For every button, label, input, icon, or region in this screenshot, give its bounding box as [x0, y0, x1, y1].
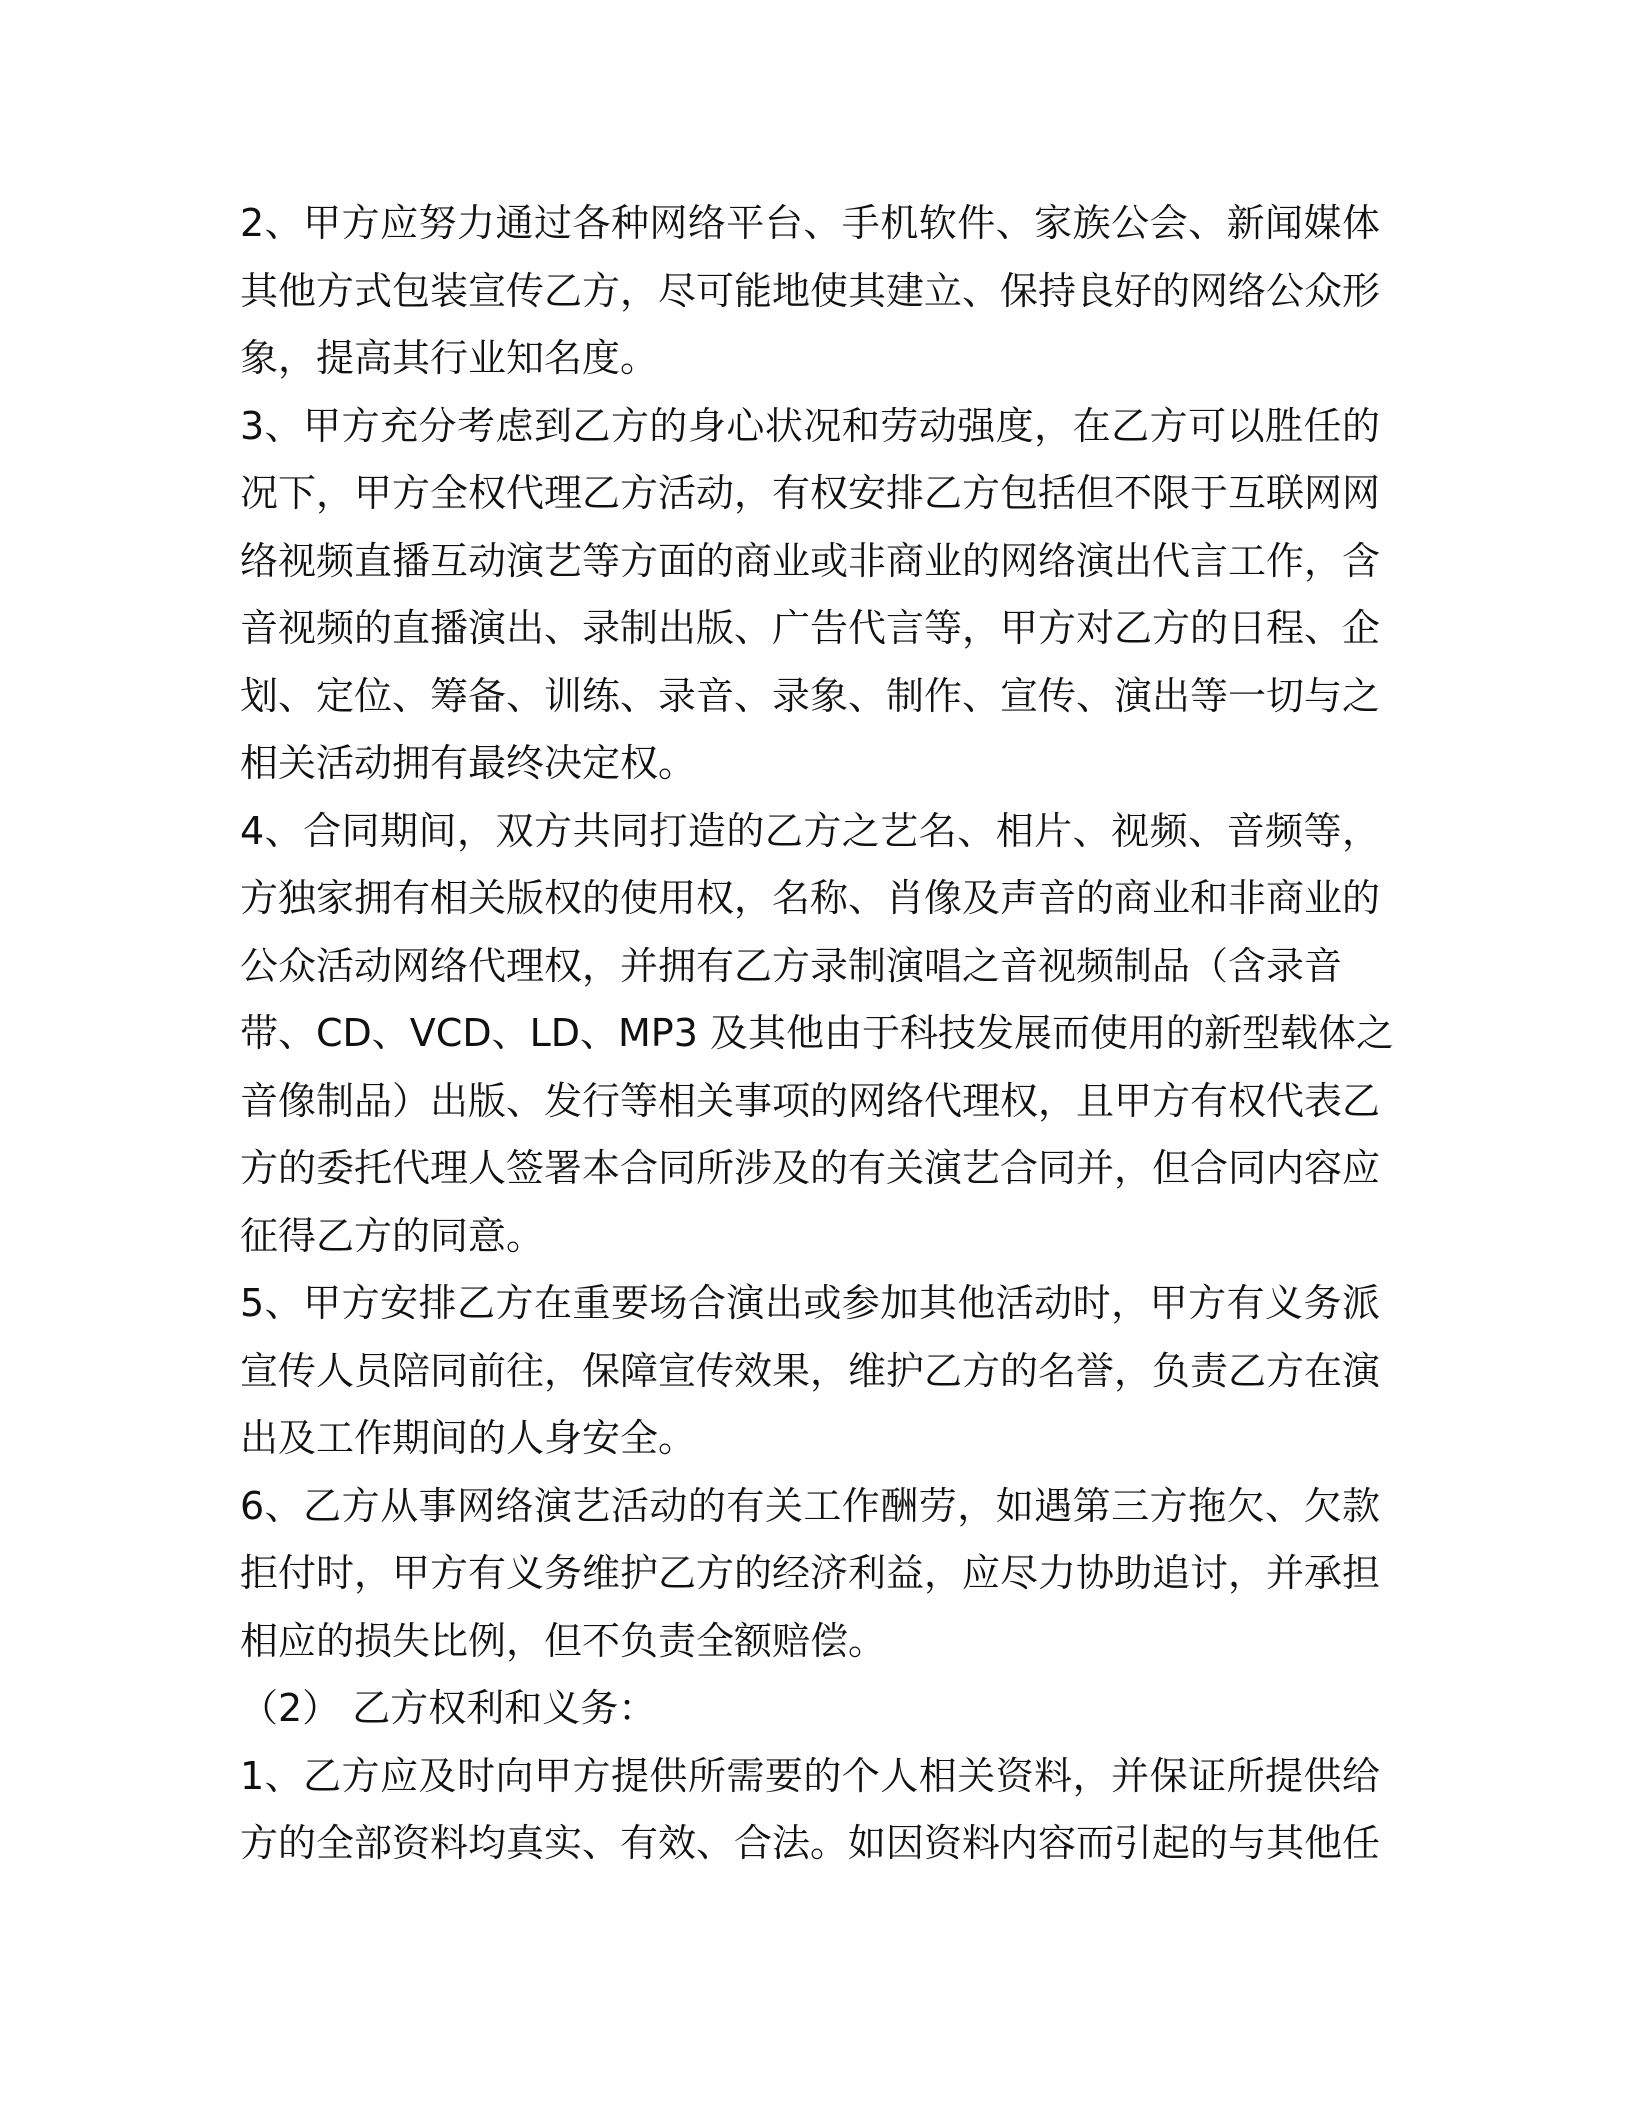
- paragraph-line: 方独家拥有相关版权的使用权，名称、肖像及声音的商业和非商业的: [240, 876, 1380, 920]
- paragraph-line: 音像制品）出版、发行等相关事项的网络代理权，且甲方有权代表乙: [240, 1078, 1380, 1123]
- paragraph-line: 划、定位、筹备、训练、录音、录象、制作、宣传、演出等一切与之: [240, 673, 1380, 718]
- paragraph-item-3: [240, 393, 1380, 798]
- paragraph-line: 1、乙方应及时向甲方提供所需要的个人相关资料，并保证所提供给: [240, 1753, 1380, 1798]
- paragraph-line: 象，提高其行业知名度。: [240, 336, 659, 380]
- paragraph-item-5: [240, 1270, 1380, 1473]
- paragraph-line: 4、合同期间，双方共同打造的乙方之艺名、相片、视频、音频等，: [240, 808, 1380, 853]
- paragraph-item-2: [240, 190, 1380, 393]
- paragraph-line: 出及工作期间的人身安全。: [240, 1416, 697, 1460]
- paragraph-line: 音视频的直播演出、录制出版、广告代言等，甲方对乙方的日程、企: [240, 606, 1380, 650]
- document-page: [240, 190, 1394, 1878]
- paragraph-line: 3、甲方充分考虑到乙方的身心状况和劳动强度，在乙方可以胜任的: [240, 403, 1380, 448]
- paragraph-line: 方的委托代理人签署本合同所涉及的有关演艺合同并，但合同内容应: [240, 1146, 1380, 1190]
- paragraph-line: 6、乙方从事网络演艺活动的有关工作酬劳，如遇第三方拖欠、欠款: [240, 1483, 1380, 1528]
- paragraph-line: 公众活动网络代理权，并拥有乙方录制演唱之音视频制品（含录音: [240, 943, 1343, 988]
- paragraph-item-4: [240, 798, 1394, 1271]
- paragraph-line: 带、CD、VCD、LD、MP3 及其他由于科技发展而使用的新型载体之: [240, 1011, 1394, 1055]
- section-heading-party-b-rights: [240, 1675, 1380, 1743]
- paragraph-line: 络视频直播互动演艺等方面的商业或非商业的网络演出代言工作，含: [240, 538, 1380, 583]
- section-heading-text: （2） 乙方权利和义务：: [240, 1686, 657, 1730]
- paragraph-line: 况下，甲方全权代理乙方活动，有权安排乙方包括但不限于互联网网: [240, 471, 1380, 515]
- paragraph-line: 2、甲方应努力通过各种网络平台、手机软件、家族公会、新闻媒体: [240, 201, 1380, 245]
- paragraph-line: 拒付时，甲方有义务维护乙方的经济利益，应尽力协助追讨，并承担: [240, 1551, 1380, 1595]
- paragraph-line: 其他方式包装宣传乙方，尽可能地使其建立、保持良好的网络公众形: [240, 268, 1380, 313]
- paragraph-b-item-1: [240, 1743, 1380, 1878]
- paragraph-line: 方的全部资料均真实、有效、合法。如因资料内容而引起的与其他任: [240, 1821, 1380, 1865]
- paragraph-line: 5、甲方安排乙方在重要场合演出或参加其他活动时，甲方有义务派: [240, 1281, 1380, 1325]
- paragraph-line: 征得乙方的同意。: [240, 1213, 545, 1258]
- paragraph-line: 宣传人员陪同前往，保障宣传效果，维护乙方的名誉，负责乙方在演: [240, 1348, 1380, 1393]
- paragraph-item-6: [240, 1473, 1380, 1676]
- paragraph-line: 相关活动拥有最终决定权。: [240, 741, 697, 785]
- paragraph-line: 相应的损失比例，但不负责全额赔偿。: [240, 1618, 887, 1663]
